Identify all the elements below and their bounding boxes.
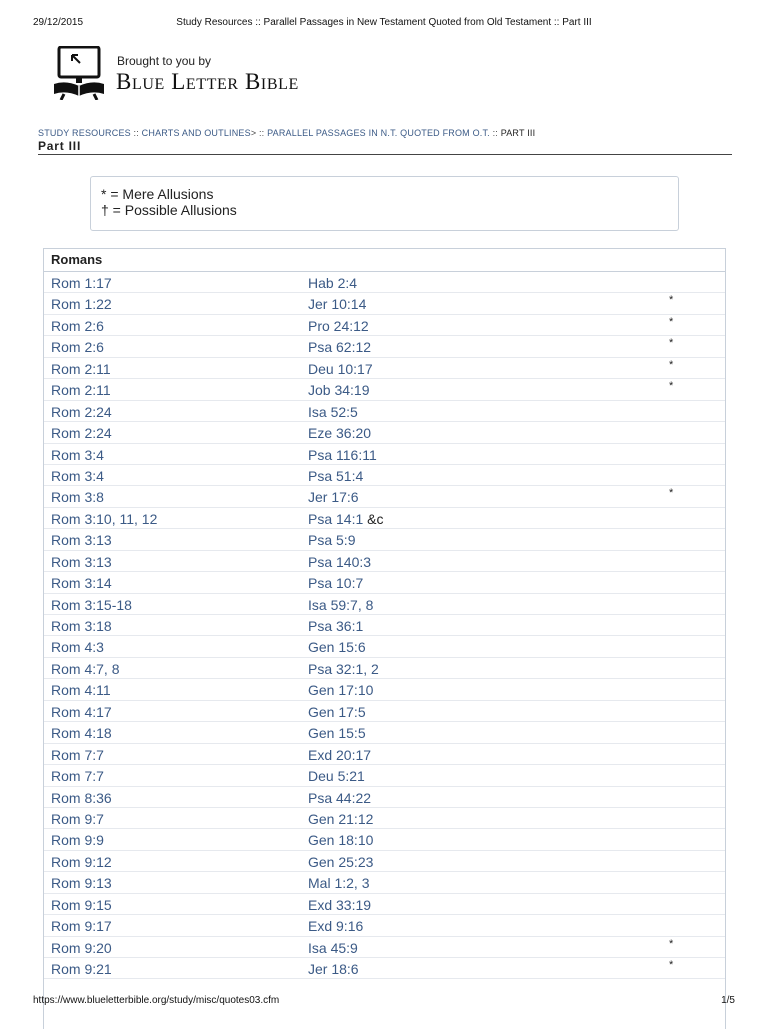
table-row [44, 401, 725, 422]
ot-reference-link[interactable]: Psa 140:3 [308, 553, 372, 570]
nt-reference-link[interactable]: Rom 2:6 [51, 317, 104, 334]
table-row [44, 658, 725, 679]
ot-reference-link[interactable]: Gen 15:6 [308, 639, 366, 656]
nt-reference-link[interactable]: Rom 9:13 [51, 875, 112, 892]
ot-reference-link[interactable]: Exd 33:19 [308, 896, 372, 913]
legend-box [90, 176, 679, 231]
table-row [44, 851, 725, 872]
table-row [44, 958, 725, 979]
ot-reference-cell [308, 532, 355, 548]
breadcrumb-separator: > :: [250, 128, 268, 138]
ot-reference-cell [308, 725, 366, 741]
ot-reference-link[interactable]: Gen 15:5 [308, 725, 366, 742]
ot-reference-cell [308, 318, 369, 334]
ot-reference-cell [308, 918, 363, 934]
ot-reference-cell [308, 704, 366, 720]
nt-reference-link[interactable]: Rom 3:8 [51, 489, 104, 506]
ot-reference-cell [308, 597, 373, 613]
table-row [44, 336, 725, 357]
ot-reference-link[interactable]: Isa 59:7, 8 [308, 596, 374, 613]
ot-reference-cell [308, 854, 373, 870]
ot-reference-link[interactable]: Psa 36:1 [308, 618, 364, 634]
table-row [44, 486, 725, 507]
print-header [33, 17, 735, 31]
nt-reference-link[interactable]: Rom 8:36 [51, 789, 112, 806]
table-row [44, 679, 725, 700]
ot-reference-cell [308, 489, 359, 505]
table-row [44, 529, 725, 550]
nt-reference-link[interactable]: Rom 3:18 [51, 618, 112, 634]
table-row [44, 872, 725, 893]
nt-reference-link[interactable]: Rom 3:15-18 [51, 596, 132, 613]
breadcrumb-parallel-passages[interactable]: PARALLEL PASSAGES IN N.T. QUOTED FROM O.T. [267, 128, 490, 138]
blue-letter-bible-logo[interactable] [52, 44, 382, 100]
allusion-mark: * [669, 487, 674, 500]
nt-reference-link[interactable]: Rom 4:3 [51, 639, 104, 656]
ot-reference-link[interactable]: Psa 51:4 [308, 467, 364, 484]
table-row [44, 722, 725, 743]
ot-reference-link[interactable]: Psa 44:22 [308, 789, 372, 806]
table-heading-romans: Romans [44, 249, 725, 272]
allusion-mark: * [669, 937, 674, 950]
nt-reference-link[interactable]: Rom 9:21 [51, 961, 112, 977]
ot-reference-link[interactable]: Job 34:19 [308, 382, 370, 399]
nt-reference-link[interactable]: Rom 3:13 [51, 553, 112, 570]
allusion-mark: * [669, 380, 674, 393]
ot-reference-cell [308, 832, 373, 848]
ot-reference-cell [308, 618, 363, 634]
table-row [44, 444, 725, 465]
ot-reference-cell [308, 275, 357, 291]
page-url: https://www.blueletterbible.org/study/misc/quotes03.cfm [33, 995, 280, 1006]
table-row [44, 701, 725, 722]
ot-reference-cell [308, 425, 371, 441]
nt-reference-link[interactable]: Rom 9:9 [51, 832, 104, 849]
table-row [44, 636, 725, 657]
table-row [44, 272, 725, 293]
logo-brand: Blue Letter Bible [116, 69, 299, 94]
ot-reference-link[interactable]: Jer 17:6 [308, 489, 359, 506]
allusion-mark: * [669, 358, 674, 371]
nt-reference-link[interactable]: Rom 3:13 [51, 532, 112, 549]
nt-reference-link[interactable]: Rom 2:24 [51, 403, 112, 420]
allusion-mark: * [669, 337, 674, 350]
ot-reference-link[interactable]: Psa 14:1 [308, 510, 364, 527]
ot-reference-cell [308, 361, 373, 377]
table-row [44, 937, 725, 958]
table-row [44, 379, 725, 400]
table-body [44, 272, 725, 979]
table-row [44, 315, 725, 336]
table-row [44, 915, 725, 936]
passages-table [43, 248, 726, 1029]
ot-reference-link[interactable]: Jer 10:14 [308, 296, 367, 313]
ot-reference-extra: &c [363, 510, 384, 527]
breadcrumb-current: PART III [500, 128, 536, 138]
logo-tagline: Brought to you by [117, 54, 212, 68]
nt-reference-link[interactable]: Rom 9:20 [51, 939, 112, 956]
table-row [44, 615, 725, 636]
ot-reference-link[interactable]: Eze 36:20 [308, 425, 372, 442]
ot-reference-cell [308, 447, 377, 463]
ot-reference-cell [308, 468, 363, 484]
nt-reference-link[interactable]: Rom 2:11 [51, 382, 111, 399]
ot-reference-cell [308, 339, 371, 355]
ot-reference-cell [308, 940, 358, 956]
table-row [44, 508, 725, 529]
nt-reference-link[interactable]: Rom 9:7 [51, 810, 104, 827]
ot-reference-cell [308, 682, 373, 698]
nt-reference-link[interactable]: Rom 3:14 [51, 575, 112, 592]
nt-reference-link[interactable]: Rom 7:7 [51, 746, 104, 763]
nt-reference-link[interactable]: Rom 3:10, 11, 12 [51, 510, 158, 527]
table-row [44, 808, 725, 829]
table-row [44, 572, 725, 593]
nt-reference-link[interactable]: Rom 9:15 [51, 896, 112, 913]
ot-reference-link[interactable]: Exd 9:16 [308, 918, 364, 935]
ot-reference-link[interactable]: Gen 18:10 [308, 832, 374, 849]
ot-reference-cell [308, 747, 371, 763]
ot-reference-cell [308, 811, 373, 827]
ot-reference-cell [308, 875, 369, 891]
ot-reference-link[interactable]: Jer 18:6 [308, 961, 359, 977]
ot-reference-link[interactable]: Deu 5:21 [308, 768, 365, 785]
nt-reference-link[interactable]: Rom 2:11 [51, 360, 111, 377]
nt-reference-link[interactable]: Rom 2:24 [51, 425, 112, 442]
legend-mere-allusions: * = Mere Allusions [101, 186, 214, 202]
ot-reference-cell [308, 296, 366, 312]
print-title: Study Resources :: Parallel Passages in New Testament Quoted from Old Testament :: Part III [176, 17, 592, 28]
nt-reference-link[interactable]: Rom 3:4 [51, 446, 104, 463]
ot-reference-cell [308, 768, 365, 784]
breadcrumb-study-resources[interactable]: STUDY RESOURCES [38, 128, 131, 138]
ot-reference-cell [308, 897, 371, 913]
table-row [44, 293, 725, 314]
print-footer [33, 995, 735, 1009]
ot-reference-link[interactable]: Hab 2:4 [308, 275, 358, 291]
ot-reference-link[interactable]: Gen 17:5 [308, 703, 366, 720]
table-row [44, 465, 725, 486]
nt-reference-link[interactable]: Rom 4:7, 8 [51, 660, 120, 677]
table-row [44, 894, 725, 915]
ot-reference-cell [308, 661, 379, 677]
ot-reference-link[interactable]: Gen 17:10 [308, 682, 374, 699]
legend-possible-allusions: † = Possible Allusions [101, 202, 237, 218]
breadcrumb-separator: :: [489, 128, 501, 138]
breadcrumb-separator: :: [130, 128, 142, 138]
nt-reference-link[interactable]: Rom 9:17 [51, 918, 112, 935]
ot-reference-link[interactable]: Psa 62:12 [308, 339, 372, 356]
print-date: 29/12/2015 [33, 17, 84, 28]
table-row [44, 358, 725, 379]
allusion-mark: * [669, 294, 674, 307]
ot-reference-link[interactable]: Exd 20:17 [308, 746, 372, 763]
ot-reference-link[interactable]: Isa 45:9 [308, 939, 358, 956]
nt-reference-link[interactable]: Rom 4:18 [51, 725, 112, 742]
ot-reference-link[interactable]: Gen 21:12 [308, 810, 374, 827]
ot-reference-link[interactable]: Mal 1:2, 3 [308, 875, 370, 892]
ot-reference-cell [308, 382, 370, 398]
nt-reference-link[interactable]: Rom 7:7 [51, 768, 104, 785]
ot-reference-cell [308, 639, 366, 655]
table-row [44, 787, 725, 808]
ot-reference-link[interactable]: Pro 24:12 [308, 317, 369, 334]
ot-reference-cell [308, 554, 371, 570]
ot-reference-link[interactable]: Psa 10:7 [308, 575, 364, 592]
ot-reference-cell [308, 575, 363, 591]
table-row [44, 744, 725, 765]
table-row [44, 594, 725, 615]
nt-reference-link[interactable]: Rom 3:4 [51, 467, 104, 484]
ot-reference-cell [308, 790, 371, 806]
ot-reference-link[interactable]: Psa 116:11 [308, 446, 377, 463]
ot-reference-link[interactable]: Gen 25:23 [308, 853, 374, 870]
nt-reference-link[interactable]: Rom 4:17 [51, 703, 112, 720]
table-row [44, 829, 725, 850]
allusion-mark: * [669, 959, 674, 971]
allusion-mark: * [669, 315, 674, 328]
page-number: 1/5 [721, 995, 735, 1006]
ot-reference-cell [308, 511, 384, 527]
ot-reference-link[interactable]: Psa 5:9 [308, 532, 356, 549]
nt-reference-link[interactable]: Rom 4:11 [51, 682, 111, 699]
table-row [44, 765, 725, 786]
nt-reference-link[interactable]: Rom 1:22 [51, 296, 112, 313]
breadcrumb [38, 128, 535, 138]
ot-reference-cell [308, 404, 358, 420]
bible-computer-icon [52, 46, 108, 100]
nt-reference-link[interactable]: Rom 1:17 [51, 275, 112, 291]
ot-reference-cell [308, 961, 359, 977]
table-row [44, 551, 725, 572]
page-title: Part III [38, 139, 732, 155]
breadcrumb-charts-outlines[interactable]: CHARTS AND OUTLINES [141, 128, 251, 138]
ot-reference-link[interactable]: Isa 52:5 [308, 403, 358, 420]
nt-reference-link[interactable]: Rom 9:12 [51, 853, 112, 870]
ot-reference-link[interactable]: Deu 10:17 [308, 360, 373, 377]
nt-reference-link[interactable]: Rom 2:6 [51, 339, 104, 356]
table-row [44, 422, 725, 443]
ot-reference-link[interactable]: Psa 32:1, 2 [308, 660, 379, 677]
